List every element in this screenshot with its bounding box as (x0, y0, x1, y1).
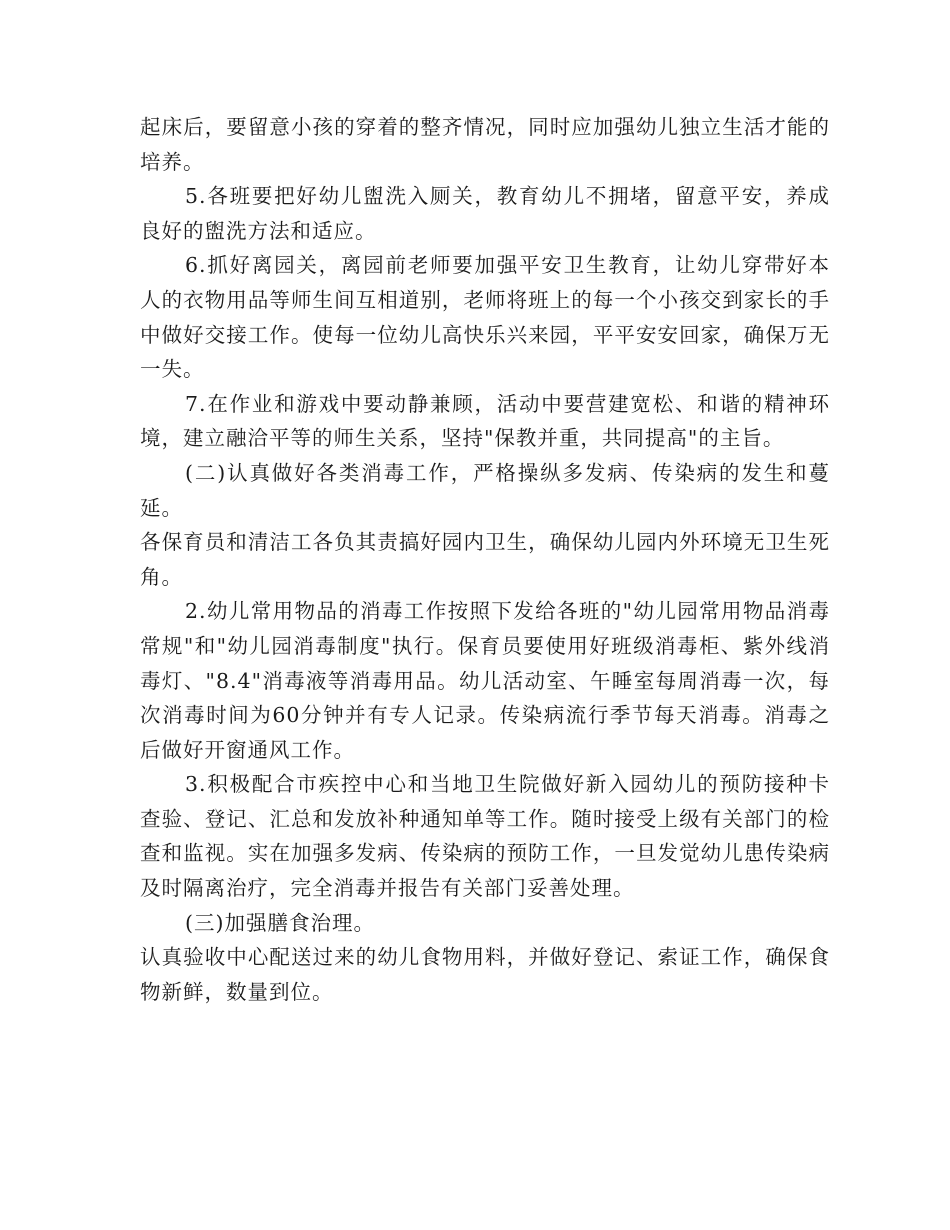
paragraph-7: 3.积极配合市疾控中心和当地卫生院做好新入园幼儿的预防接种卡查验、登记、汇总和发放补种通知单等工作。随时接受上级有关部门的检查和监视。实在加强多发病、传染病的预防工作，一旦发觉幼儿患传染病及时隔离治疗，完全消毒并报告有关部门妥善处理。 (140, 772, 830, 901)
paragraph-8: (三)加强膳食治理。 (185, 910, 375, 935)
paragraph-2: 6.抓好离园关，离园前老师要加强平安卫生教育，让幼儿穿带好本人的衣物用品等师生间互相道别，老师将班上的每一个小孩交到家长的手中做好交接工作。使每一位幼儿高快乐兴来园，平平安安回家，确保万无一失。 (140, 253, 830, 382)
document-body (140, 110, 830, 1009)
paragraph-5: 各保育员和清洁工各负其责搞好园内卫生，确保幼儿园内外环境无卫生死角。 (140, 530, 830, 589)
paragraph-3: 7.在作业和游戏中要动静兼顾，活动中要营建宽松、和谐的精神环境，建立融洽平等的师生关系，坚持"保教并重，共同提高"的主旨。 (140, 391, 830, 451)
paragraph-0: 起床后，要留意小孩的穿着的整齐情况，同时应加强幼儿独立生活才能的培养。 (140, 115, 830, 174)
paragraph-9: 认真验收中心配送过来的幼儿食物用料，并做好登记、索证工作，确保食物新鲜，数量到位。 (140, 945, 830, 1004)
paragraph-1: 5.各班要把好幼儿盥洗入厕关，教育幼儿不拥堵，留意平安，养成良好的盥洗方法和适应。 (140, 184, 830, 243)
paragraph-4: (二)认真做好各类消毒工作，严格操纵多发病、传染病的发生和蔓延。 (140, 460, 830, 520)
paragraph-6: 2.幼儿常用物品的消毒工作按照下发给各班的"幼儿园常用物品消毒常规"和"幼儿园消毒制度"执行。保育员要使用好班级消毒柜、紫外线消毒灯、"8.4"消毒液等消毒用品。幼儿活动室、午睡室每周消毒一次，每次消毒时间为60分钟并有专人记录。传染病流行季节每天消毒。消毒之后做好开窗通风工作。 (140, 599, 830, 762)
